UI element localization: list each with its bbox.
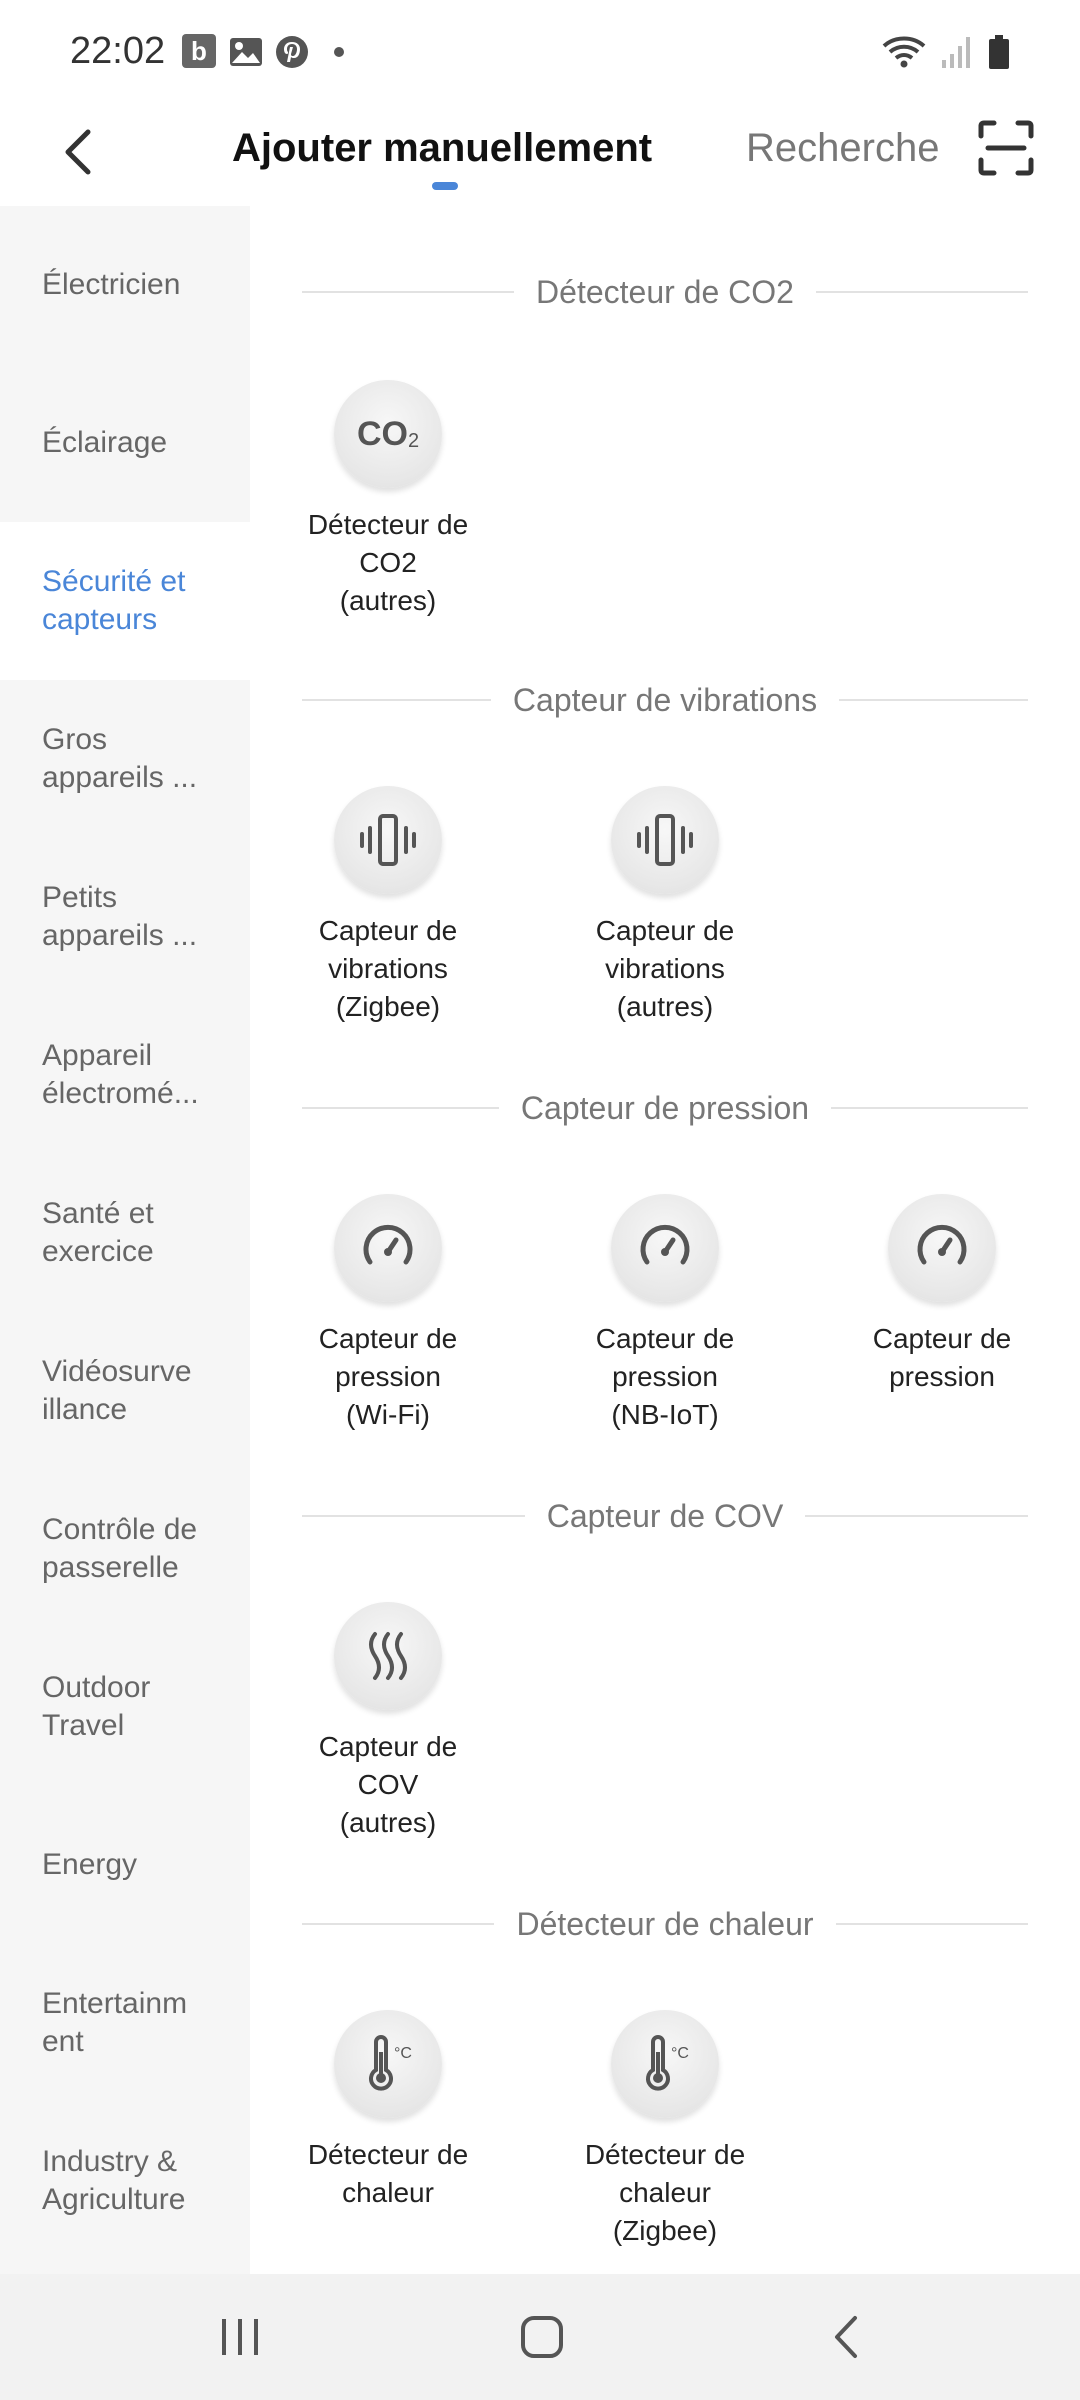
signal-icon bbox=[940, 34, 974, 70]
tab-search[interactable]: Recherche bbox=[746, 126, 940, 170]
sidebar-item-label: Gros appareils ... bbox=[42, 723, 198, 794]
category-sidebar bbox=[0, 206, 250, 2274]
voc-icon bbox=[334, 1602, 442, 1710]
device-vibration-autres[interactable] bbox=[550, 786, 780, 1026]
device-vibration-zigbee[interactable] bbox=[273, 786, 503, 1026]
sidebar-item-industry[interactable] bbox=[0, 2102, 250, 2260]
section-header-co2 bbox=[302, 272, 1028, 312]
top-app-bar bbox=[0, 100, 1080, 206]
sidebar-item-label: Industry & Agriculture bbox=[42, 2145, 186, 2216]
device-label: Capteur de COV (autres) bbox=[318, 1731, 458, 1838]
status-time: 22:02 bbox=[70, 30, 166, 72]
section-header-cov bbox=[302, 1496, 1028, 1536]
device-label: Capteur de pression bbox=[872, 1323, 1012, 1392]
device-label: Capteur de vibrations (Zigbee) bbox=[318, 915, 458, 1022]
sidebar-item-label: Électricien bbox=[42, 268, 181, 301]
wifi-icon bbox=[882, 34, 926, 70]
gauge-icon bbox=[611, 1194, 719, 1302]
home-button[interactable] bbox=[502, 2304, 582, 2370]
section-title: Capteur de vibrations bbox=[512, 681, 818, 718]
sidebar-item-outdoor-travel[interactable] bbox=[0, 1628, 250, 1786]
device-label: Capteur de pression (NB-IoT) bbox=[595, 1323, 735, 1430]
sidebar-item-electromenager[interactable] bbox=[0, 996, 250, 1154]
section-title: Capteur de COV bbox=[546, 1497, 784, 1534]
section-header-vibrations bbox=[302, 680, 1028, 720]
sidebar-item-label: Outdoor Travel bbox=[42, 1671, 151, 1742]
device-pression-wifi[interactable] bbox=[273, 1194, 503, 1434]
recent-apps-icon bbox=[218, 2315, 262, 2359]
sidebar-item-securite[interactable] bbox=[0, 522, 250, 680]
svg-text:°C: °C bbox=[394, 2045, 412, 2062]
sidebar-item-label: Appareil électromé... bbox=[42, 1039, 199, 1110]
vibration-icon bbox=[334, 786, 442, 894]
sidebar-item-label: Santé et exercice bbox=[42, 1197, 154, 1268]
device-pression[interactable] bbox=[827, 1194, 1057, 1396]
device-list bbox=[250, 206, 1080, 2274]
section-header-chaleur bbox=[302, 1904, 1028, 1944]
sidebar-item-petits-appareils[interactable] bbox=[0, 838, 250, 996]
gauge-icon bbox=[888, 1194, 996, 1302]
section-title: Capteur de pression bbox=[520, 1089, 810, 1126]
section-title: Détecteur de chaleur bbox=[516, 1905, 814, 1942]
device-label: Détecteur de chaleur bbox=[307, 2139, 469, 2208]
scan-icon bbox=[978, 120, 1034, 176]
back-button[interactable] bbox=[48, 122, 108, 182]
device-chaleur[interactable] bbox=[273, 2010, 503, 2212]
sidebar-item-entertainment[interactable] bbox=[0, 1944, 250, 2102]
co2-icon: CO 2 bbox=[334, 380, 442, 488]
scan-button[interactable] bbox=[978, 120, 1034, 176]
sidebar-item-energy[interactable] bbox=[0, 1786, 250, 1944]
svg-text:°C: °C bbox=[671, 2045, 689, 2062]
system-back-button[interactable] bbox=[806, 2304, 886, 2370]
gauge-icon bbox=[334, 1194, 442, 1302]
sidebar-item-eclairage[interactable] bbox=[0, 364, 250, 522]
recent-apps-button[interactable] bbox=[200, 2304, 280, 2370]
section-title: Détecteur de CO2 bbox=[536, 273, 794, 310]
back-icon bbox=[831, 2314, 861, 2360]
device-chaleur-zigbee[interactable] bbox=[550, 2010, 780, 2250]
vibration-icon bbox=[611, 786, 719, 894]
thermometer-icon bbox=[334, 2010, 442, 2118]
notification-b-icon: b bbox=[182, 34, 216, 68]
device-co2-autres[interactable] bbox=[273, 380, 503, 620]
status-bar bbox=[0, 0, 1080, 100]
thermometer-icon bbox=[611, 2010, 719, 2118]
sidebar-item-passerelle[interactable] bbox=[0, 1470, 250, 1628]
section-header-pression bbox=[302, 1088, 1028, 1128]
device-cov-autres[interactable] bbox=[273, 1602, 503, 1842]
device-label: Capteur de pression (Wi-Fi) bbox=[318, 1323, 458, 1430]
notification-gallery-icon bbox=[228, 34, 264, 70]
chevron-left-icon bbox=[63, 129, 93, 175]
home-icon bbox=[519, 2314, 565, 2360]
sidebar-item-label: Petits appareils ... bbox=[42, 881, 198, 952]
sidebar-item-label: Contrôle de passerelle bbox=[42, 1513, 198, 1584]
sidebar-item-label: Vidéosurve illance bbox=[42, 1355, 192, 1426]
sidebar-item-videosurveillance[interactable] bbox=[0, 1312, 250, 1470]
device-label: Capteur de vibrations (autres) bbox=[595, 915, 735, 1022]
device-label: Détecteur de chaleur (Zigbee) bbox=[584, 2139, 746, 2246]
battery-icon bbox=[988, 34, 1010, 70]
notification-pinterest-icon bbox=[274, 34, 310, 70]
sidebar-item-label: Entertainm ent bbox=[42, 1987, 188, 2058]
sidebar-item-label: Energy bbox=[42, 1848, 138, 1881]
system-nav-bar bbox=[0, 2274, 1080, 2400]
sidebar-item-sante[interactable] bbox=[0, 1154, 250, 1312]
notification-more-dot bbox=[330, 34, 348, 70]
device-pression-nbiot[interactable] bbox=[550, 1194, 780, 1434]
active-tab-indicator bbox=[432, 182, 458, 190]
sidebar-item-label: Sécurité et capteurs bbox=[42, 565, 186, 636]
tab-add-manually[interactable]: Ajouter manuellement bbox=[232, 126, 653, 170]
device-label: Détecteur de CO2 (autres) bbox=[307, 509, 469, 616]
sidebar-item-gros-appareils[interactable] bbox=[0, 680, 250, 838]
sidebar-item-electricien[interactable] bbox=[0, 206, 250, 364]
sidebar-item-label: Éclairage bbox=[42, 426, 168, 459]
status-icons bbox=[882, 34, 1010, 70]
